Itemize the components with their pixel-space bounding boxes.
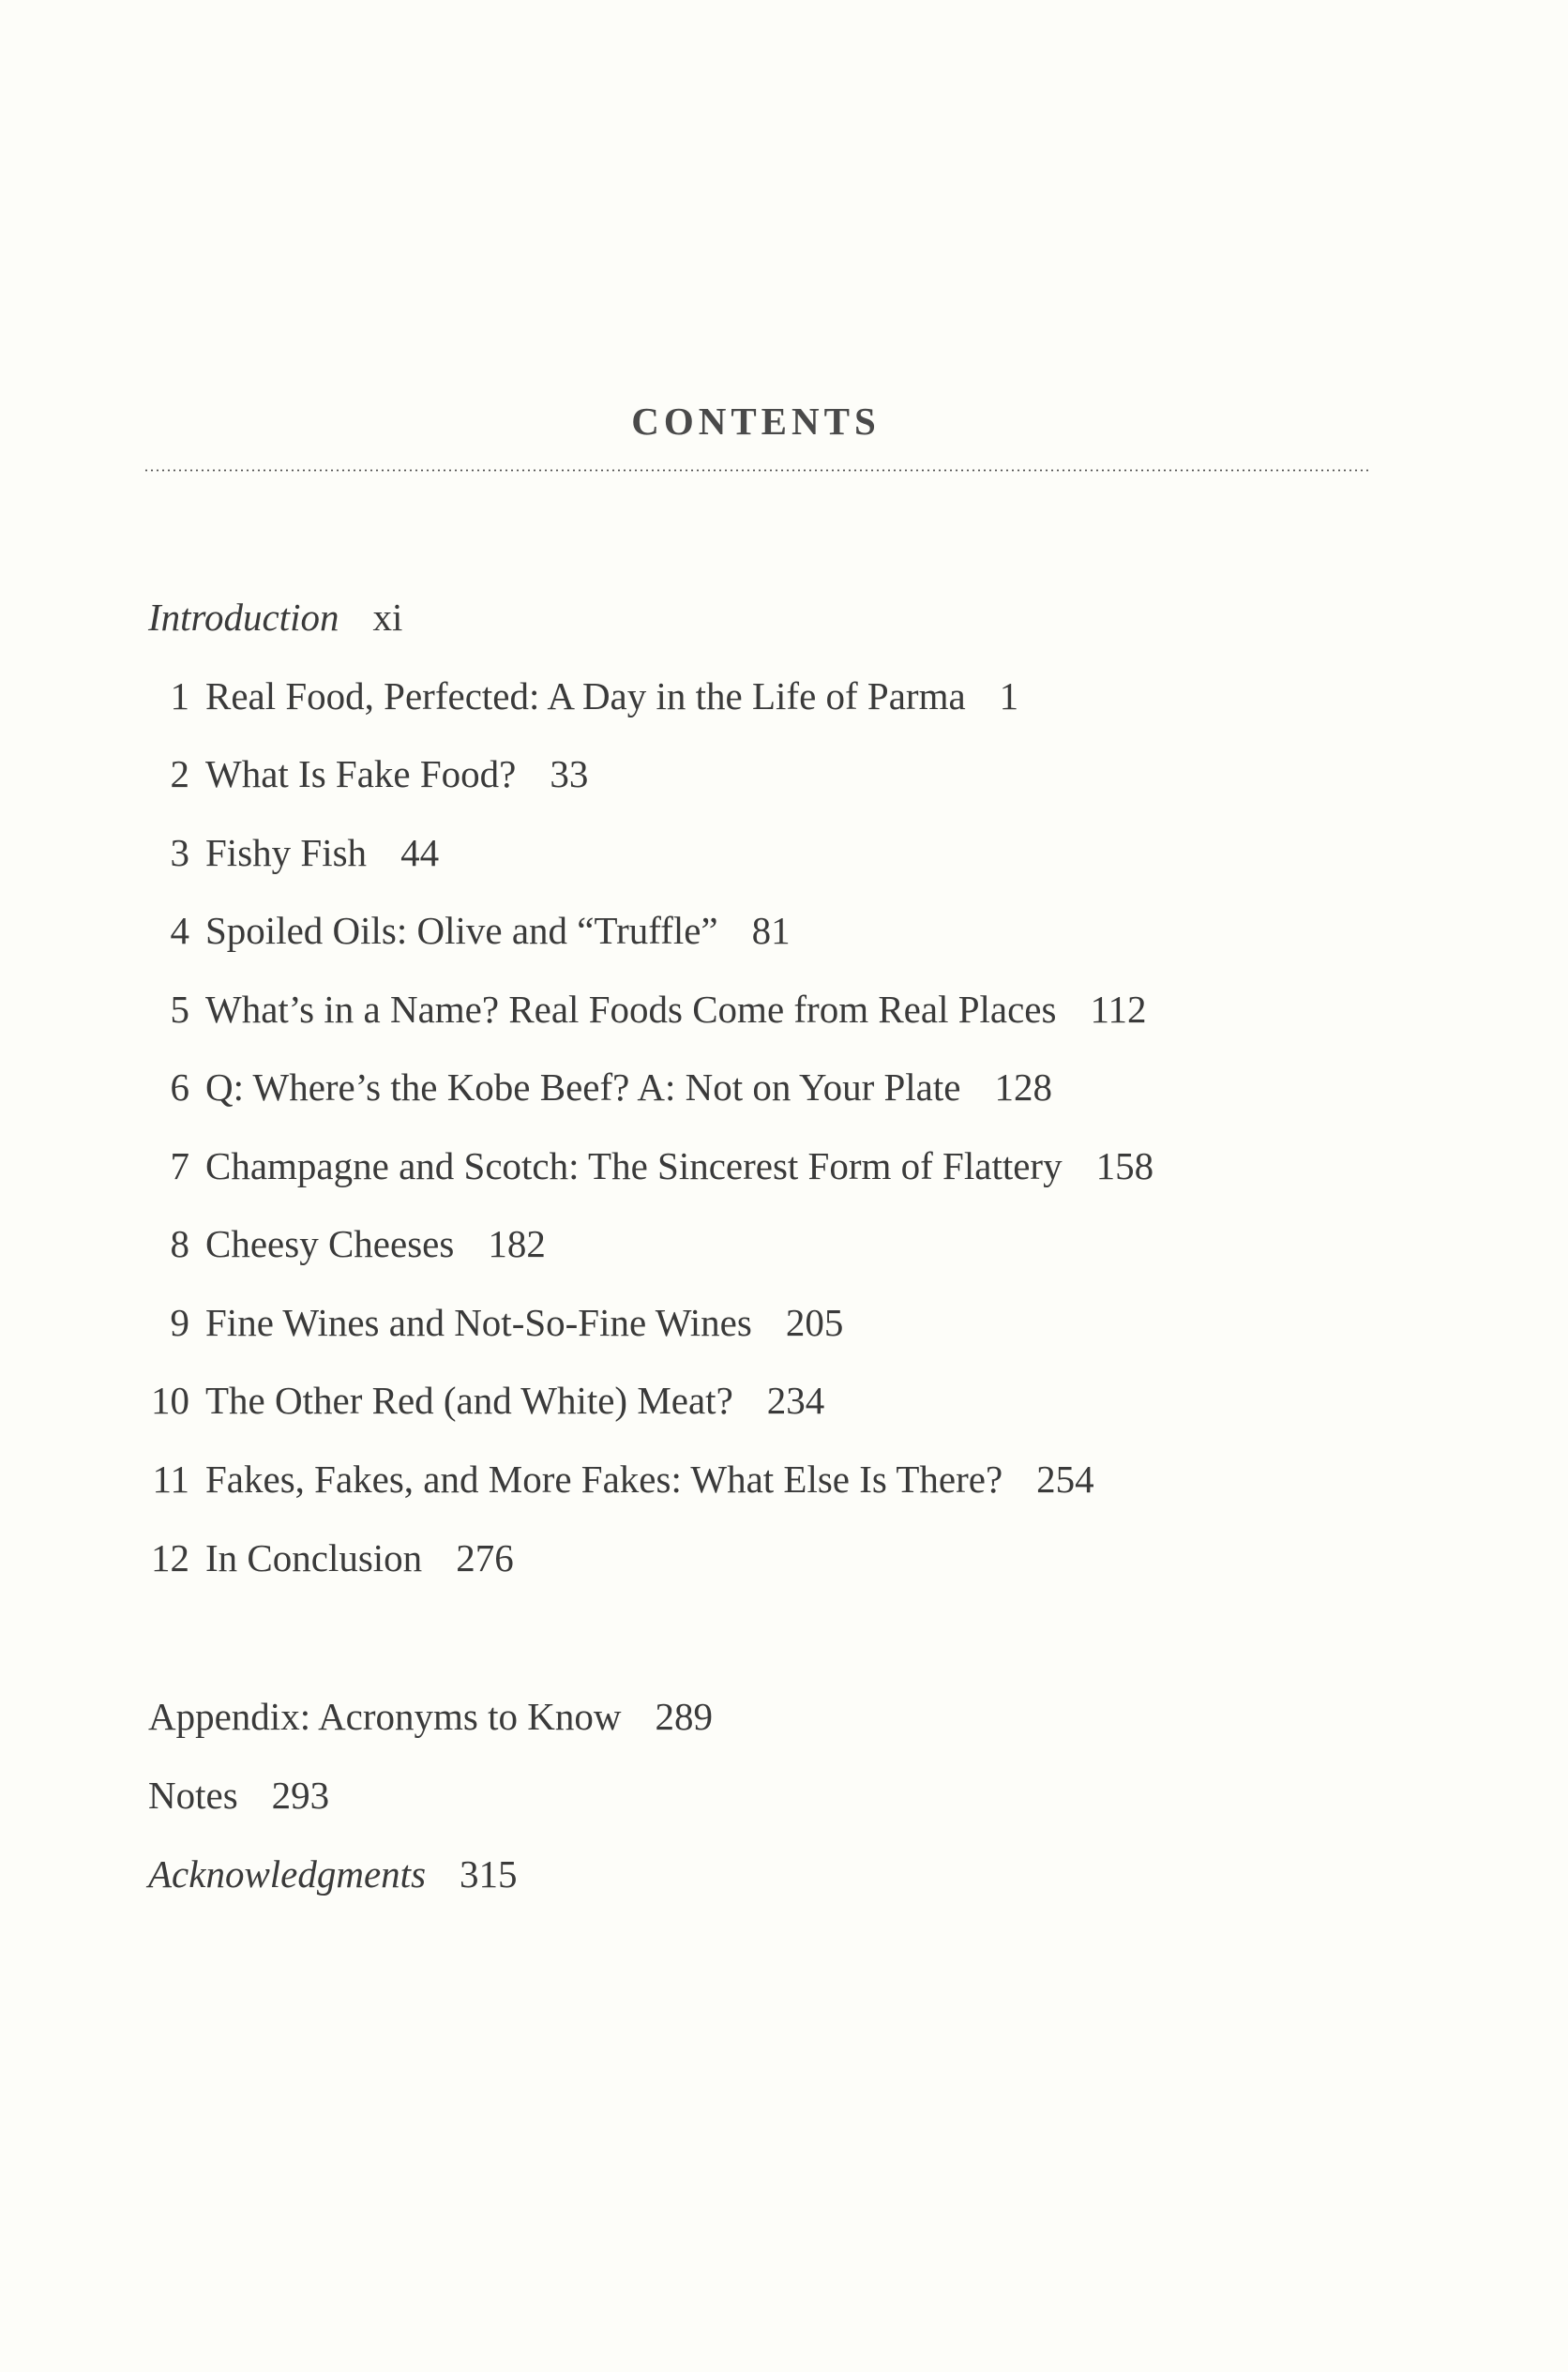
chapter-number: 10 <box>151 1379 189 1422</box>
chapter-number: 4 <box>170 909 189 952</box>
chapter-page: 81 <box>751 909 791 952</box>
dotted-divider <box>143 469 1368 472</box>
toc-entry-acknowledgments[interactable] <box>148 1851 518 1897</box>
toc-entry-notes[interactable] <box>148 1772 329 1819</box>
page-title: CONTENTS <box>631 400 881 443</box>
chapter-page: 128 <box>994 1065 1052 1109</box>
toc-entry-introduction[interactable] <box>148 594 402 641</box>
chapter-number: 6 <box>170 1065 189 1109</box>
chapter-number: 12 <box>151 1536 189 1579</box>
chapter-number: 2 <box>170 752 189 795</box>
toc-chapter[interactable] <box>141 986 1146 1033</box>
chapter-title: Fakes, Fakes, and More Fakes: What Else Is There? <box>205 1458 1003 1501</box>
chapter-title: Champagne and Scotch: The Sincerest Form of Flattery <box>205 1144 1063 1187</box>
chapter-page: 158 <box>1095 1144 1154 1187</box>
chapter-page: 182 <box>488 1222 546 1265</box>
chapter-page: 1 <box>999 674 1019 718</box>
entry-title: Introduction <box>148 596 339 639</box>
toc-chapter[interactable] <box>141 1299 843 1346</box>
chapter-title: Q: Where’s the Kobe Beef? A: Not on Your Plate <box>205 1065 961 1109</box>
toc-chapter[interactable] <box>141 1377 824 1424</box>
chapter-page: 112 <box>1090 988 1147 1031</box>
chapter-page: 33 <box>550 752 589 795</box>
chapter-number: 8 <box>170 1222 189 1265</box>
entry-title: Notes <box>148 1774 238 1817</box>
chapter-number: 11 <box>152 1458 189 1501</box>
chapter-title: The Other Red (and White) Meat? <box>205 1379 733 1422</box>
toc-chapter[interactable] <box>141 1456 1094 1503</box>
toc-chapter[interactable] <box>141 1064 1052 1110</box>
toc-chapter[interactable] <box>141 829 439 876</box>
entry-title: Acknowledgments <box>148 1852 427 1896</box>
entry-page: 315 <box>460 1852 518 1896</box>
chapter-title: Fishy Fish <box>205 831 368 874</box>
toc-chapter[interactable] <box>141 672 1018 719</box>
chapter-number: 3 <box>170 831 189 874</box>
chapter-title: Cheesy Cheeses <box>205 1222 455 1265</box>
chapter-title: What’s in a Name? Real Foods Come from Real Places <box>205 988 1057 1031</box>
entry-page: xi <box>372 596 403 639</box>
chapter-page: 234 <box>766 1379 825 1422</box>
toc-chapter[interactable] <box>141 1142 1153 1189</box>
chapter-number: 9 <box>170 1301 189 1344</box>
toc-chapter[interactable] <box>141 1534 514 1581</box>
entry-page: 289 <box>655 1695 713 1738</box>
chapter-page: 205 <box>785 1301 844 1344</box>
entry-title: Appendix: Acronyms to Know <box>148 1695 622 1738</box>
entry-page: 293 <box>271 1774 330 1817</box>
toc-chapter[interactable] <box>141 1220 546 1267</box>
chapter-title: In Conclusion <box>205 1536 423 1579</box>
chapter-title: Fine Wines and Not-So-Fine Wines <box>205 1301 752 1344</box>
toc-chapter[interactable] <box>141 750 588 797</box>
toc-chapter[interactable] <box>141 907 791 954</box>
chapter-page: 276 <box>456 1536 514 1579</box>
chapter-title: Real Food, Perfected: A Day in the Life of Parma <box>205 674 966 718</box>
chapter-title: What Is Fake Food? <box>205 752 517 795</box>
chapter-page: 44 <box>400 831 440 874</box>
chapter-number: 5 <box>170 988 189 1031</box>
chapter-number: 7 <box>170 1144 189 1187</box>
chapter-number: 1 <box>170 674 189 718</box>
toc-entry-appendix[interactable] <box>148 1693 713 1740</box>
chapter-page: 254 <box>1036 1458 1094 1501</box>
chapter-title: Spoiled Oils: Olive and “Truffle” <box>205 909 718 952</box>
